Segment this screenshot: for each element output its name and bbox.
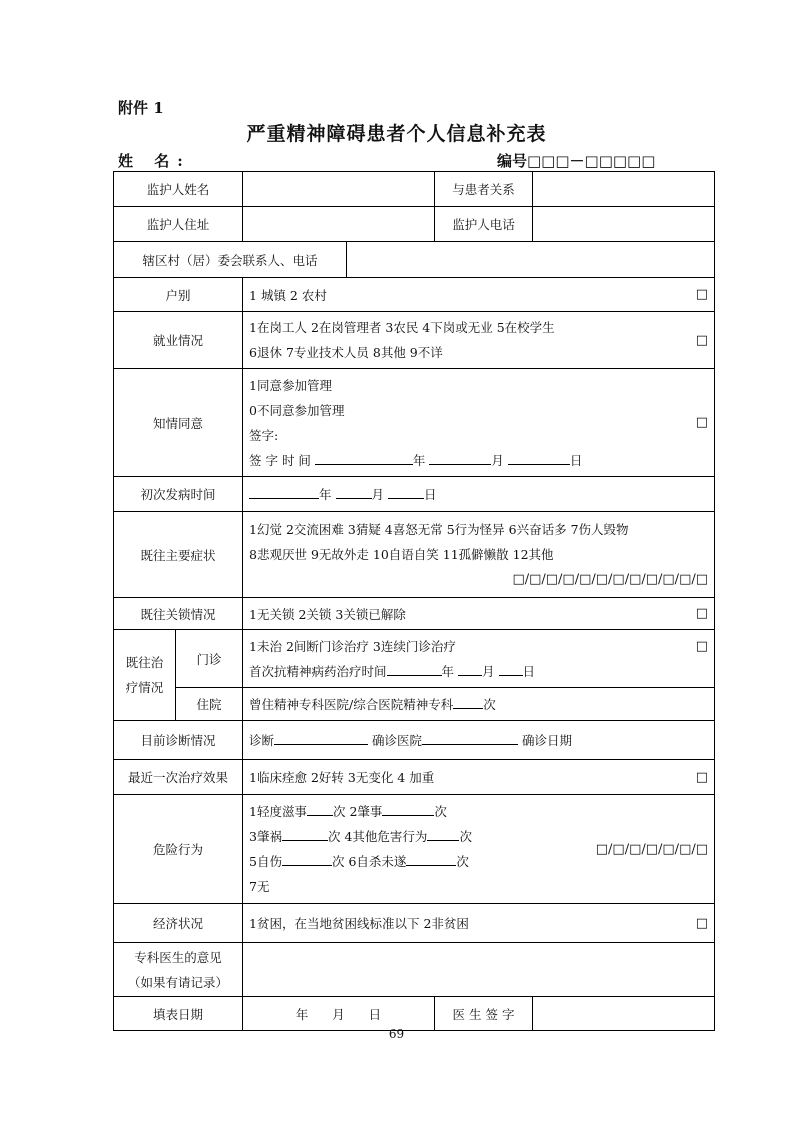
consent-agree: 1同意参加管理 bbox=[249, 377, 332, 393]
form-title: 严重精神障碍患者个人信息补充表 bbox=[246, 123, 547, 145]
opinion-label-line2: （如果有请记录） bbox=[128, 974, 229, 990]
lockup-checkbox[interactable]: □ bbox=[695, 606, 709, 621]
consent-label: 知情同意 bbox=[114, 369, 243, 477]
danger-label: 危险行为 bbox=[114, 795, 243, 904]
signature-day-text: 日 bbox=[569, 452, 583, 468]
relation-field[interactable] bbox=[533, 172, 715, 207]
economy-checkbox[interactable]: □ bbox=[695, 915, 709, 931]
onset-row bbox=[114, 477, 715, 512]
danger-item5: 5自伤 bbox=[249, 854, 282, 869]
info-form-table bbox=[113, 171, 715, 1031]
diagnosis-label: 目前诊断情况 bbox=[114, 721, 243, 760]
lockup-row bbox=[114, 598, 715, 630]
onset-year-text: 年 bbox=[319, 487, 332, 502]
patient-name-label: 姓 名: bbox=[118, 152, 191, 170]
fill-date-row bbox=[114, 997, 715, 1031]
household-checkbox[interactable]: □ bbox=[695, 287, 709, 302]
recent-effect-label: 最近一次治疗效果 bbox=[114, 760, 243, 795]
symptoms-label: 既往主要症状 bbox=[114, 512, 243, 598]
outpatient-checkbox[interactable]: □ bbox=[695, 638, 709, 654]
opinion-field[interactable] bbox=[243, 943, 715, 997]
guardian-address-label: 监护人住址 bbox=[114, 207, 243, 242]
outpatient-options: 1未治 2间断门诊治疗 3连续门诊治疗 bbox=[249, 638, 456, 654]
danger-item4-times: 次 bbox=[459, 829, 472, 844]
diagnosis-blank[interactable] bbox=[274, 731, 368, 745]
danger-line1 bbox=[249, 799, 596, 824]
danger-item1-times: 次 bbox=[332, 804, 346, 819]
treatment-outpatient-row bbox=[114, 630, 715, 688]
diagnosis-hospital-text: 确诊医院 bbox=[372, 733, 423, 748]
danger-line2 bbox=[249, 824, 596, 849]
recent-effect-options: 1临床痊愈 2好转 3无变化 4 加重 bbox=[249, 770, 435, 785]
page-number: 69 bbox=[388, 1027, 405, 1041]
signature-year-blank[interactable] bbox=[315, 451, 413, 465]
first-drug-day-blank[interactable] bbox=[499, 662, 523, 676]
signature-month-text: 月 bbox=[491, 452, 504, 468]
diagnosis-row bbox=[114, 721, 715, 760]
danger-item6-times: 次 bbox=[456, 854, 469, 869]
inpatient-times-text: 次 bbox=[483, 697, 496, 712]
treatment-inpatient-row bbox=[114, 688, 715, 721]
danger-item1-blank[interactable] bbox=[307, 802, 333, 816]
economy-options: 1贫困，在当地贫困线标准以下 2非贫困 bbox=[249, 916, 469, 931]
first-drug-month-text: 月 bbox=[482, 663, 495, 679]
danger-item3-times: 次 bbox=[327, 829, 341, 844]
guardian-name-field[interactable] bbox=[243, 172, 435, 207]
symptoms-line1: 1幻觉 2交流困难 3猜疑 4喜怒无常 5行为怪异 6兴奋话多 7伤人毁物 bbox=[249, 522, 629, 537]
serial-number-label: 编号□□□－□□□□□ bbox=[497, 152, 656, 170]
inpatient-times-blank[interactable] bbox=[453, 695, 483, 709]
household-options: 1 城镇 2 农村 bbox=[249, 287, 327, 303]
employment-options-line1: 1在岗工人 2在岗管理者 3农民 4下岗或无业 5在校学生 bbox=[249, 320, 555, 335]
danger-item6: 6自杀未遂 bbox=[348, 854, 407, 869]
address-row bbox=[114, 207, 715, 242]
employment-options-line2: 6退休 7专业技术人员 8其他 9不详 bbox=[249, 345, 443, 360]
danger-item3-blank[interactable] bbox=[282, 827, 328, 841]
onset-day-blank[interactable] bbox=[388, 485, 424, 499]
household-row bbox=[114, 278, 715, 312]
economy-label: 经济状况 bbox=[114, 904, 243, 943]
diagnosis-date-text: 确诊日期 bbox=[522, 733, 573, 748]
danger-item5-times: 次 bbox=[331, 854, 345, 869]
village-contact-row bbox=[114, 242, 715, 278]
onset-year-blank[interactable] bbox=[249, 485, 319, 499]
economy-row bbox=[114, 904, 715, 943]
consent-row bbox=[114, 369, 715, 477]
onset-label: 初次发病时间 bbox=[114, 477, 243, 512]
recent-effect-checkbox[interactable]: □ bbox=[695, 769, 709, 785]
symptoms-checkboxes[interactable]: □/□/□/□/□/□/□/□/□/□/□/□ bbox=[512, 572, 709, 587]
danger-item4-blank[interactable] bbox=[427, 827, 459, 841]
fill-date-field[interactable]: 年 月 日 bbox=[243, 997, 435, 1031]
diagnosis-text: 诊断 bbox=[249, 733, 275, 748]
onset-month-text: 月 bbox=[371, 487, 385, 502]
signature-year-text: 年 bbox=[412, 452, 426, 468]
guardian-row bbox=[114, 172, 715, 207]
consent-signature-time bbox=[249, 448, 696, 473]
danger-line3 bbox=[249, 849, 596, 874]
fill-date-label: 填表日期 bbox=[114, 997, 243, 1031]
guardian-name-label: 监护人姓名 bbox=[114, 172, 243, 207]
danger-item6-blank[interactable] bbox=[406, 852, 456, 866]
village-contact-field[interactable] bbox=[347, 242, 715, 278]
first-drug-time bbox=[249, 659, 708, 684]
employment-label: 就业情况 bbox=[114, 312, 243, 369]
first-drug-year-text: 年 bbox=[441, 663, 455, 679]
onset-day-text: 日 bbox=[424, 487, 437, 502]
guardian-phone-field[interactable] bbox=[533, 207, 715, 242]
signature-time-label: 签 字 时 间 bbox=[249, 452, 311, 468]
danger-checkboxes[interactable]: □/□/□/□/□/□/□ bbox=[595, 841, 709, 857]
danger-item2-times: 次 bbox=[434, 804, 447, 819]
opinion-row bbox=[114, 943, 715, 997]
treatment-label-line1: 既往治 bbox=[125, 655, 164, 670]
attachment-label: 附件 1 bbox=[118, 99, 164, 117]
symptoms-line2: 8悲观厌世 9无故外走 10自语自笑 11孤僻懒散 12其他 bbox=[249, 547, 554, 562]
employment-row bbox=[114, 312, 715, 369]
danger-item5-blank[interactable] bbox=[282, 852, 332, 866]
danger-row bbox=[114, 795, 715, 904]
consent-signature-label: 签字: bbox=[249, 427, 279, 443]
first-drug-year-blank[interactable] bbox=[387, 662, 442, 676]
guardian-address-field[interactable] bbox=[243, 207, 435, 242]
treatment-label-line2: 疗情况 bbox=[125, 680, 164, 695]
danger-item2: 2肇事 bbox=[349, 804, 383, 819]
inpatient-label: 住院 bbox=[176, 688, 243, 721]
inpatient-text: 曾住精神专科医院/综合医院精神专科 bbox=[249, 697, 454, 712]
symptoms-row bbox=[114, 512, 715, 598]
signature-day-blank[interactable] bbox=[508, 451, 570, 465]
danger-item7: 7无 bbox=[249, 879, 270, 894]
lockup-label: 既往关锁情况 bbox=[114, 598, 243, 630]
lockup-options: 1无关锁 2关锁 3关锁已解除 bbox=[249, 606, 406, 622]
household-label: 户别 bbox=[114, 278, 243, 312]
consent-checkbox[interactable]: □ bbox=[695, 415, 709, 430]
danger-item2-blank[interactable] bbox=[382, 802, 434, 816]
recent-effect-row bbox=[114, 760, 715, 795]
guardian-phone-label: 监护人电话 bbox=[435, 207, 533, 242]
village-contact-label: 辖区村（居）委会联系人、电话 bbox=[114, 242, 347, 278]
first-drug-month-blank[interactable] bbox=[458, 662, 482, 676]
employment-checkbox[interactable]: □ bbox=[695, 332, 709, 348]
danger-item1: 1轻度滋事 bbox=[249, 804, 307, 819]
first-drug-day-text: 日 bbox=[522, 663, 536, 679]
onset-month-blank[interactable] bbox=[336, 485, 372, 499]
signature-month-blank[interactable] bbox=[429, 451, 491, 465]
danger-item3: 3肇祸 bbox=[249, 829, 282, 844]
outpatient-label: 门诊 bbox=[176, 630, 243, 688]
consent-disagree: 0不同意参加管理 bbox=[249, 402, 345, 418]
opinion-label-line1: 专科医生的意见 bbox=[134, 949, 222, 965]
treatment-label bbox=[114, 630, 176, 721]
first-drug-label: 首次抗精神病药治疗时间 bbox=[249, 663, 387, 679]
relation-label: 与患者关系 bbox=[435, 172, 533, 207]
opinion-label bbox=[114, 943, 243, 997]
danger-item4: 4其他危害行为 bbox=[344, 829, 428, 844]
doctor-signature-label: 医 生 签 字 bbox=[435, 997, 533, 1031]
diagnosis-hospital-blank[interactable] bbox=[422, 731, 518, 745]
doctor-signature-field[interactable] bbox=[533, 997, 715, 1031]
